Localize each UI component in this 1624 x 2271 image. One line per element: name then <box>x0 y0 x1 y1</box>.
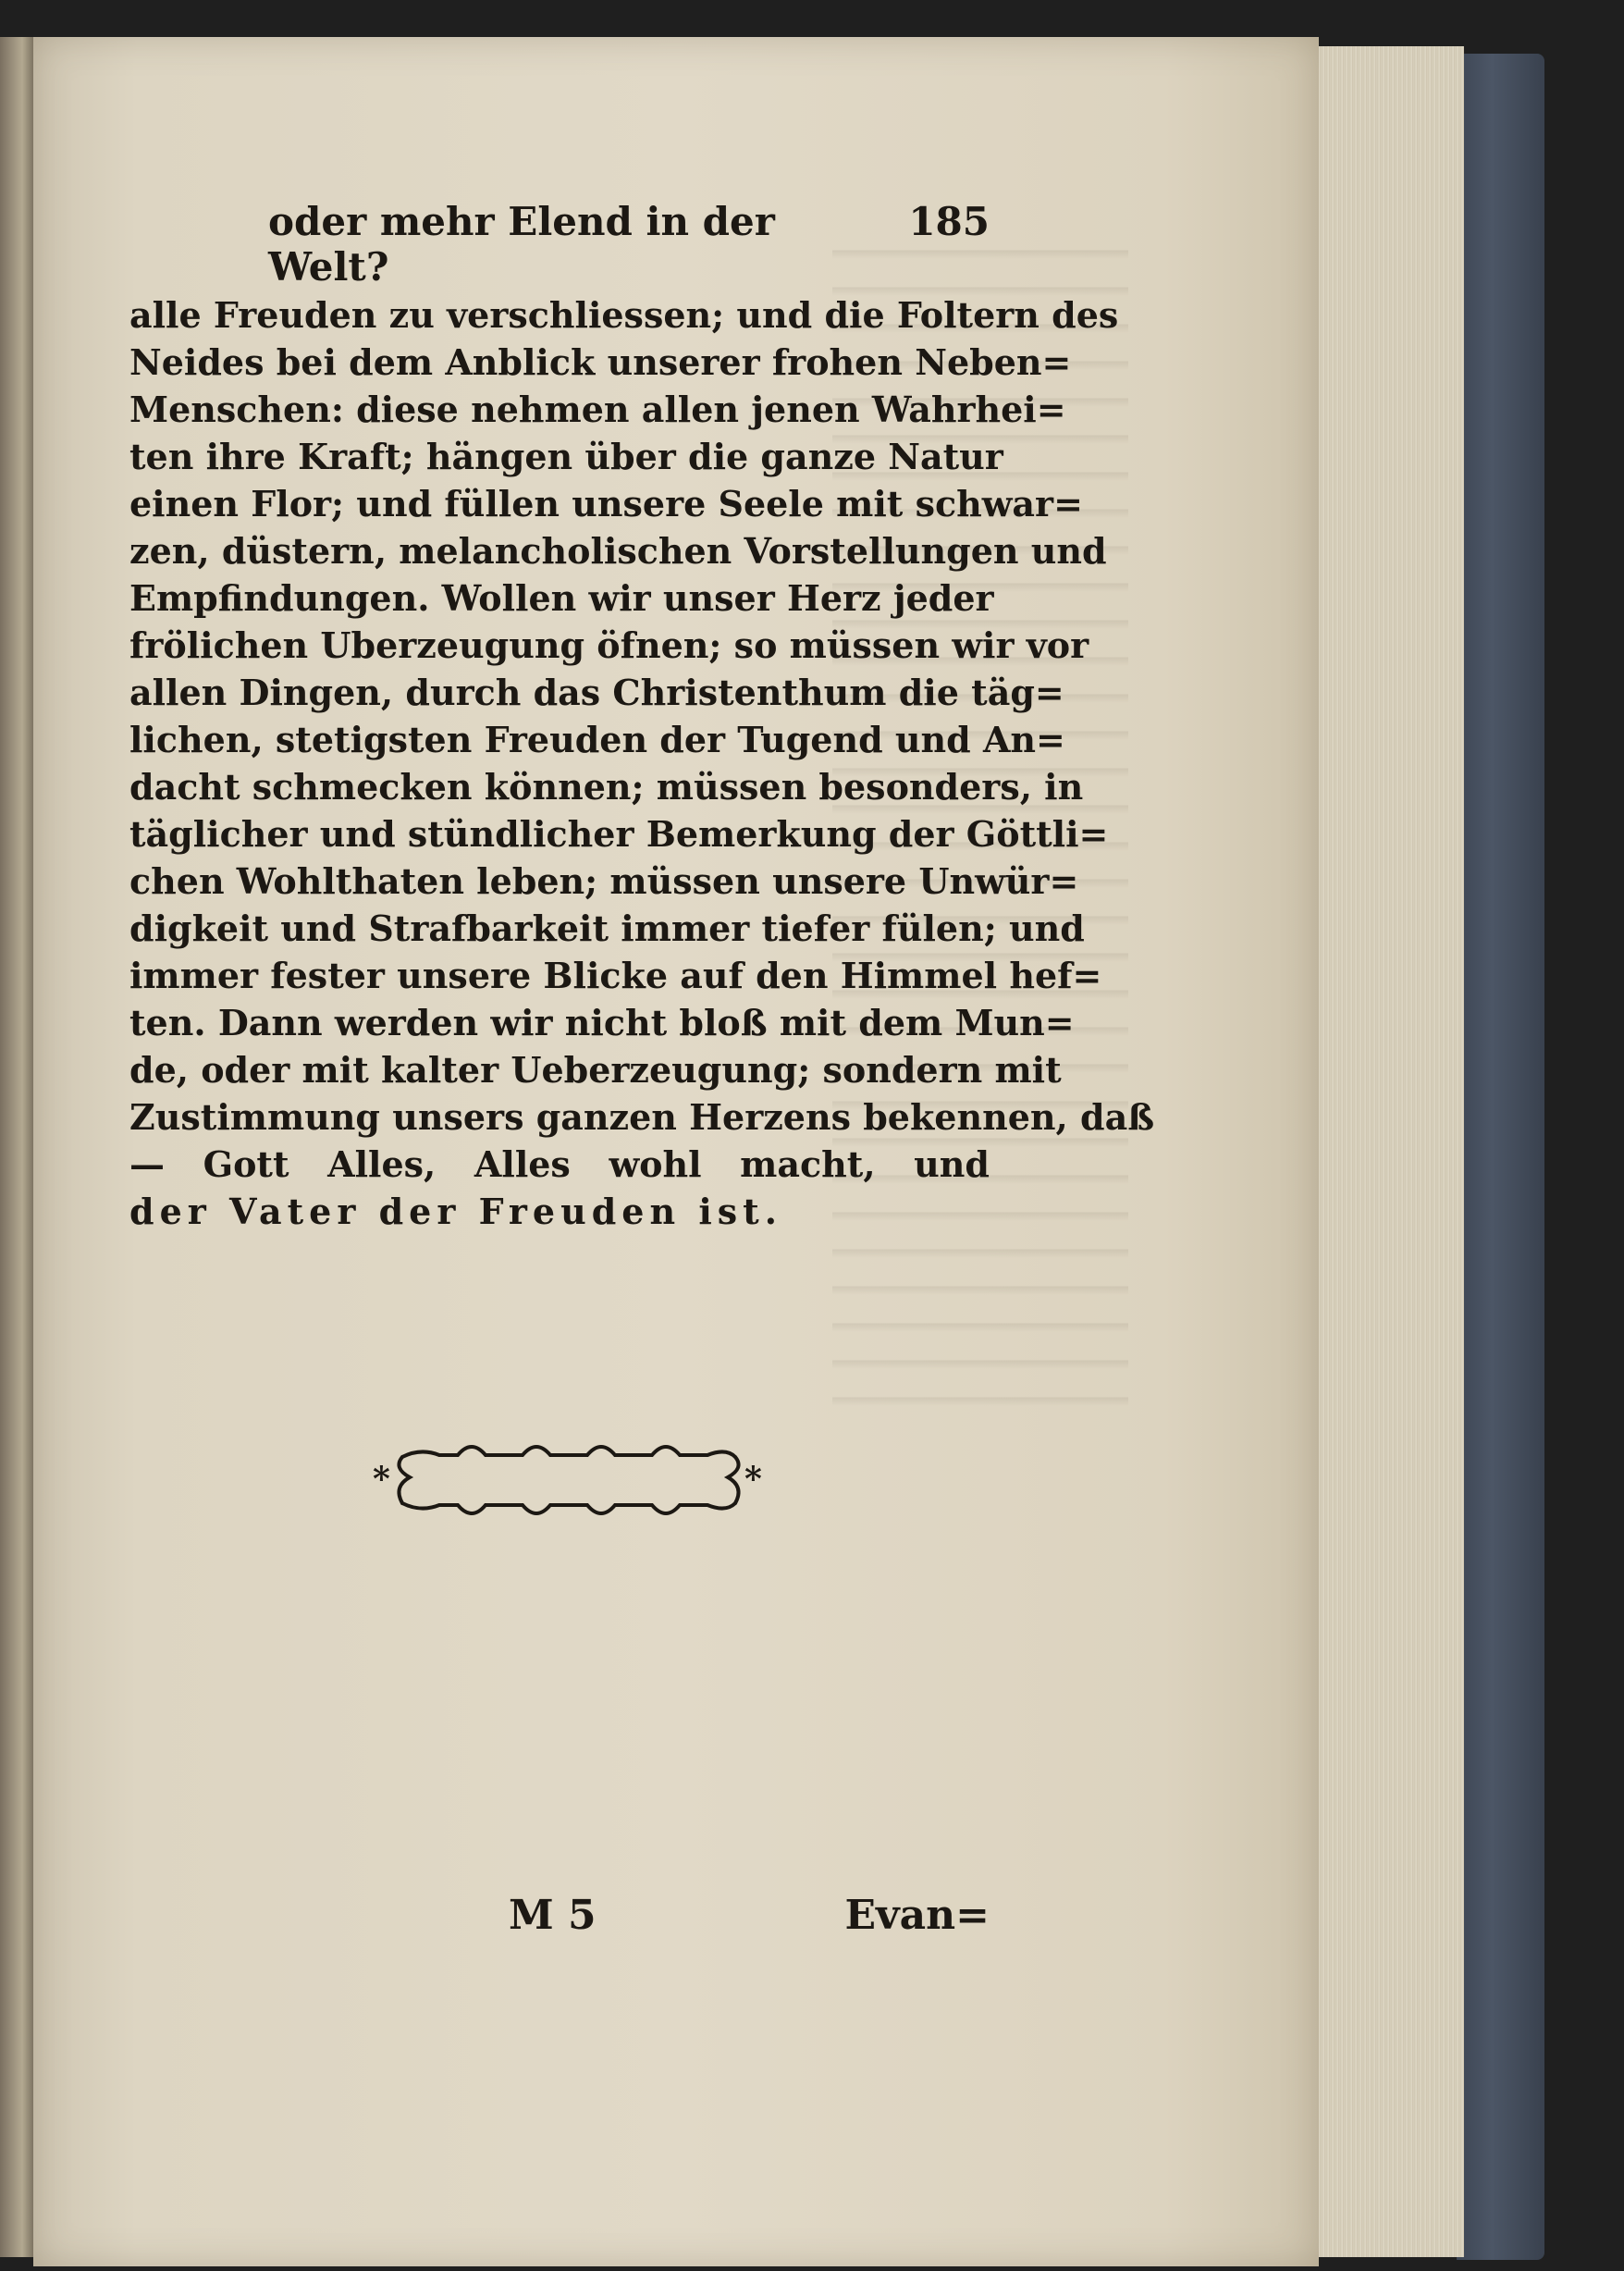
text-line: dacht schmecken können; müssen besonders, in <box>129 766 1084 808</box>
text-line: allen Dingen, durch das Christenthum die täg= <box>129 672 1064 713</box>
page-footer <box>129 1892 990 1956</box>
text-line: ten. Dann werden wir nicht bloß mit dem Mun= <box>129 1002 1075 1043</box>
text-line: lichen, stetigsten Freuden der Tugend und An= <box>129 719 1065 760</box>
text-line: zen, düstern, melancholischen Vorstellungen und <box>129 530 1107 572</box>
book-cover <box>1457 54 1544 2260</box>
svg-text:*: * <box>744 1460 762 1499</box>
left-page-edge <box>0 37 37 2257</box>
text-line: alle Freuden zu verschliessen; und die Foltern des <box>129 294 1119 336</box>
running-title: oder mehr Elend in der Welt? <box>268 199 775 290</box>
text-line: frölichen Uberzeugung öfnen; so müssen wir vor <box>129 624 1089 666</box>
body-text <box>129 291 1155 1235</box>
page-number: 185 <box>908 199 990 244</box>
catchword: Evan= <box>844 1892 990 1939</box>
text-line: ten ihre Kraft; hängen über die ganze Natur <box>129 436 1003 477</box>
svg-text:*: * <box>373 1460 390 1499</box>
text-line: Zustimmung unsers ganzen Herzens bekennen, daß <box>129 1096 1155 1138</box>
text-line: immer fester unsere Blicke auf den Himmel hef= <box>129 955 1102 996</box>
text-line: Empfindungen. Wollen wir unser Herz jeder <box>129 577 994 619</box>
text-line: chen Wohlthaten leben; müssen unsere Unwür= <box>129 860 1079 902</box>
text-line: digkeit und Strafbarkeit immer tiefer fülen; und <box>129 907 1085 949</box>
text-line: täglicher und stündlicher Bemerkung der Göttli= <box>129 813 1109 855</box>
ornament-divider <box>365 1429 772 1531</box>
text-line: — Gott Alles, Alles wohl macht, und <box>129 1143 990 1185</box>
text-line: der Vater der Freuden ist. <box>129 1191 782 1232</box>
text-line: Menschen: diese nehmen allen jenen Wahrhei= <box>129 389 1066 430</box>
text-line: de, oder mit kalter Ueberzeugung; sondern mit <box>129 1049 1062 1091</box>
text-line: Neides bei dem Anblick unserer frohen Neben= <box>129 341 1072 383</box>
page-block-edges <box>1304 46 1464 2257</box>
signature-mark: M 5 <box>509 1892 597 1939</box>
page-header <box>268 199 990 290</box>
text-line: einen Flor; und füllen unsere Seele mit schwar= <box>129 483 1083 525</box>
